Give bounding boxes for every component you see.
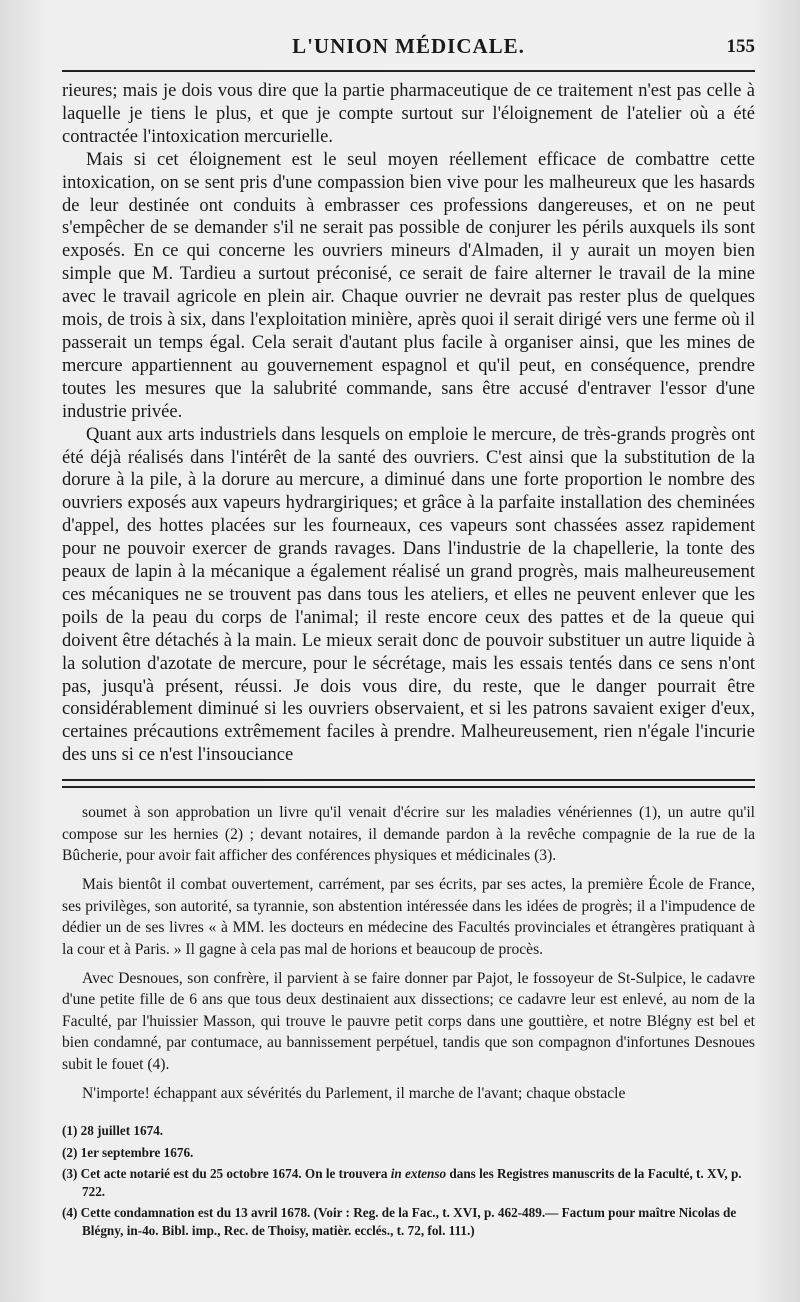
footnote-1: (1) 28 juillet 1674.: [62, 1123, 164, 1139]
footnote-2: (2) 1er septembre 1676.: [62, 1144, 194, 1160]
footnote-3: [62, 1165, 755, 1200]
feuilleton-section: [62, 802, 755, 1104]
feuilleton-paragraph: Mais bientôt il combat ouvertement, carrément, par ses écrits, par ses actes, la première École de France, ses privilèges, son autorité, sa tyrannie, son abstention intéressée dans les idées de progrès; il a l'impudence de dédier un de ses livres « à MM. les docteurs en médecine des Facultés provinciales et étrangères pratiquant à la cour et à Paris. » Il gagne à cela pas mal de horions et beaucoup de procès.: [62, 876, 755, 958]
main-paragraph: Quant aux arts industriels dans lesquels on emploie le mercure, de très-grands progrès ont été déjà réalisés dans l'intérêt de la santé des ouvriers. C'est ainsi que la substitution de la dorure à la pile, à la dorure au mercure, a diminué dans une forte proportion le nombre des ouvriers exposés aux vapeurs hydrargiriques; et grâce à la parfaite installation des cheminées d'appel, des hottes placées sur les fourneaux, ces vapeurs sont chassées assez rapidement pour ne pouvoir exercer de grands ravages. Dans l'industrie de la chapellerie, la tonte des peaux de lapin à la mécanique a également réalisé un grand progrès, mais malheureusement ces mécaniques ne se trouvent pas dans tous les ateliers, et elles ne peuvent enlever que les poils de la peau du corps de l'animal; il reste encore ceux des pattes et de la queue qui doivent être détachés à la main. Le mieux serait donc de pouvoir substituer un autre liquide à la solution d'azotate de mercure, pour le sécrétage, mais les essais tentés dans ce sens n'ont pas, jusqu'à présent, réussi. Je dois vous dire, du reste, que le danger pourrait être considérablement diminué si les ouvriers observaient, et si les patrons savaient exiger d'eux, certaines précautions extrêmement faciles à prendre. Malheureusement, rien n'égale l'incurie des uns si ce n'est l'insouciance: [62, 424, 755, 766]
feuilleton-separator: [62, 779, 755, 788]
feuilleton-paragraph: soumet à son approbation un livre qu'il venait d'écrire sur les maladies vénériennes (1), un autre qu'il compose sur les hernies (2) ; devant notaires, il demande pardon à la revêche compagnie de la rue de la Bûcherie, pour avoir fait afficher des conférences physiques et médicinales (3).: [62, 804, 755, 864]
header-rule: [62, 70, 755, 72]
footnote-4: (4) Cette condamnation est du 13 avril 1678. (Voir : Reg. de la Fac., t. XVI, p. 462-489.— Factum pour maître Nicolas de Blégny, in-4o. Bibl. imp., Rec. de Thoisy, matièr. ecclés., t. 72, fol. 111.): [62, 1205, 737, 1238]
main-paragraph: rieures; mais je dois vous dire que la partie pharmaceutique de ce traitement n'est pas celle à laquelle je tiens le plus, et que je compte surtout sur l'éloignement de l'atelier où a été contractée l'intoxication mercurielle.: [62, 81, 755, 147]
feuilleton-paragraph: Avec Desnoues, son confrère, il parvient à se faire donner par Pajot, le fossoyeur de St-Sulpice, le cadavre d'une petite fille de 6 ans que tous deux destinaient aux dissections; ce cadavre leur est enlevé, au nom de la Faculté, par l'huissier Masson, qui trouve le pauvre petit corps dans une gouttière, et notre Blégny est bel et bien condamné, par contumace, au bannissement perpétuel, tandis que son compagnon d'infortunes Desnoues subit le fouet (4).: [62, 970, 755, 1073]
footnotes: [62, 1122, 755, 1239]
running-head: [62, 26, 755, 66]
feuilleton-paragraph: N'importe! échappant aux sévérités du Parlement, il marche de l'avant; chaque obstacle: [82, 1085, 626, 1103]
main-article: [62, 80, 755, 767]
footnote-3-italic: in extenso: [390, 1166, 447, 1182]
main-paragraph: Mais si cet éloignement est le seul moyen réellement efficace de combattre cette intoxication, on se sent pris d'une compassion bien vive pour les malheureux que les hasards de leur destinée ont conduits à embrasser ces professions dangereuses, et on ne peut s'empêcher de se demander s'il ne serait pas possible de conjurer les périls auxquels ils sont exposés. En ce qui concerne les ouvriers mineurs d'Almaden, il y aurait un moyen bien simple que M. Tardieu a surtout préconisé, ce serait de faire alterner le travail de la mine avec le travail agricole en plein air. Chaque ouvrier ne devrait pas rester plus de quelques mois, de trois à six, dans l'exploitation minière, après quoi il serait dirigé vers une ferme où il passerait un temps égal. Cela serait d'autant plus facile à organiser ainsi, que les mines de mercure appartiennent au gouvernement espagnol et qu'il peut, en conséquence, prendre toutes les mesures que la salubrité commande, sans être accusé d'entraver l'essor d'une industrie privée.: [62, 149, 755, 422]
journal-title: L'UNION MÉDICALE.: [292, 34, 525, 58]
page-number: 155: [726, 36, 755, 57]
footnote-3-text-a: (3) Cet acte notarié est du 25 octobre 1674. On le trouvera: [62, 1166, 391, 1182]
footnote-3-text-b: dans les Registres manuscrits de la Faculté, t. XV, p. 722.: [82, 1166, 742, 1199]
